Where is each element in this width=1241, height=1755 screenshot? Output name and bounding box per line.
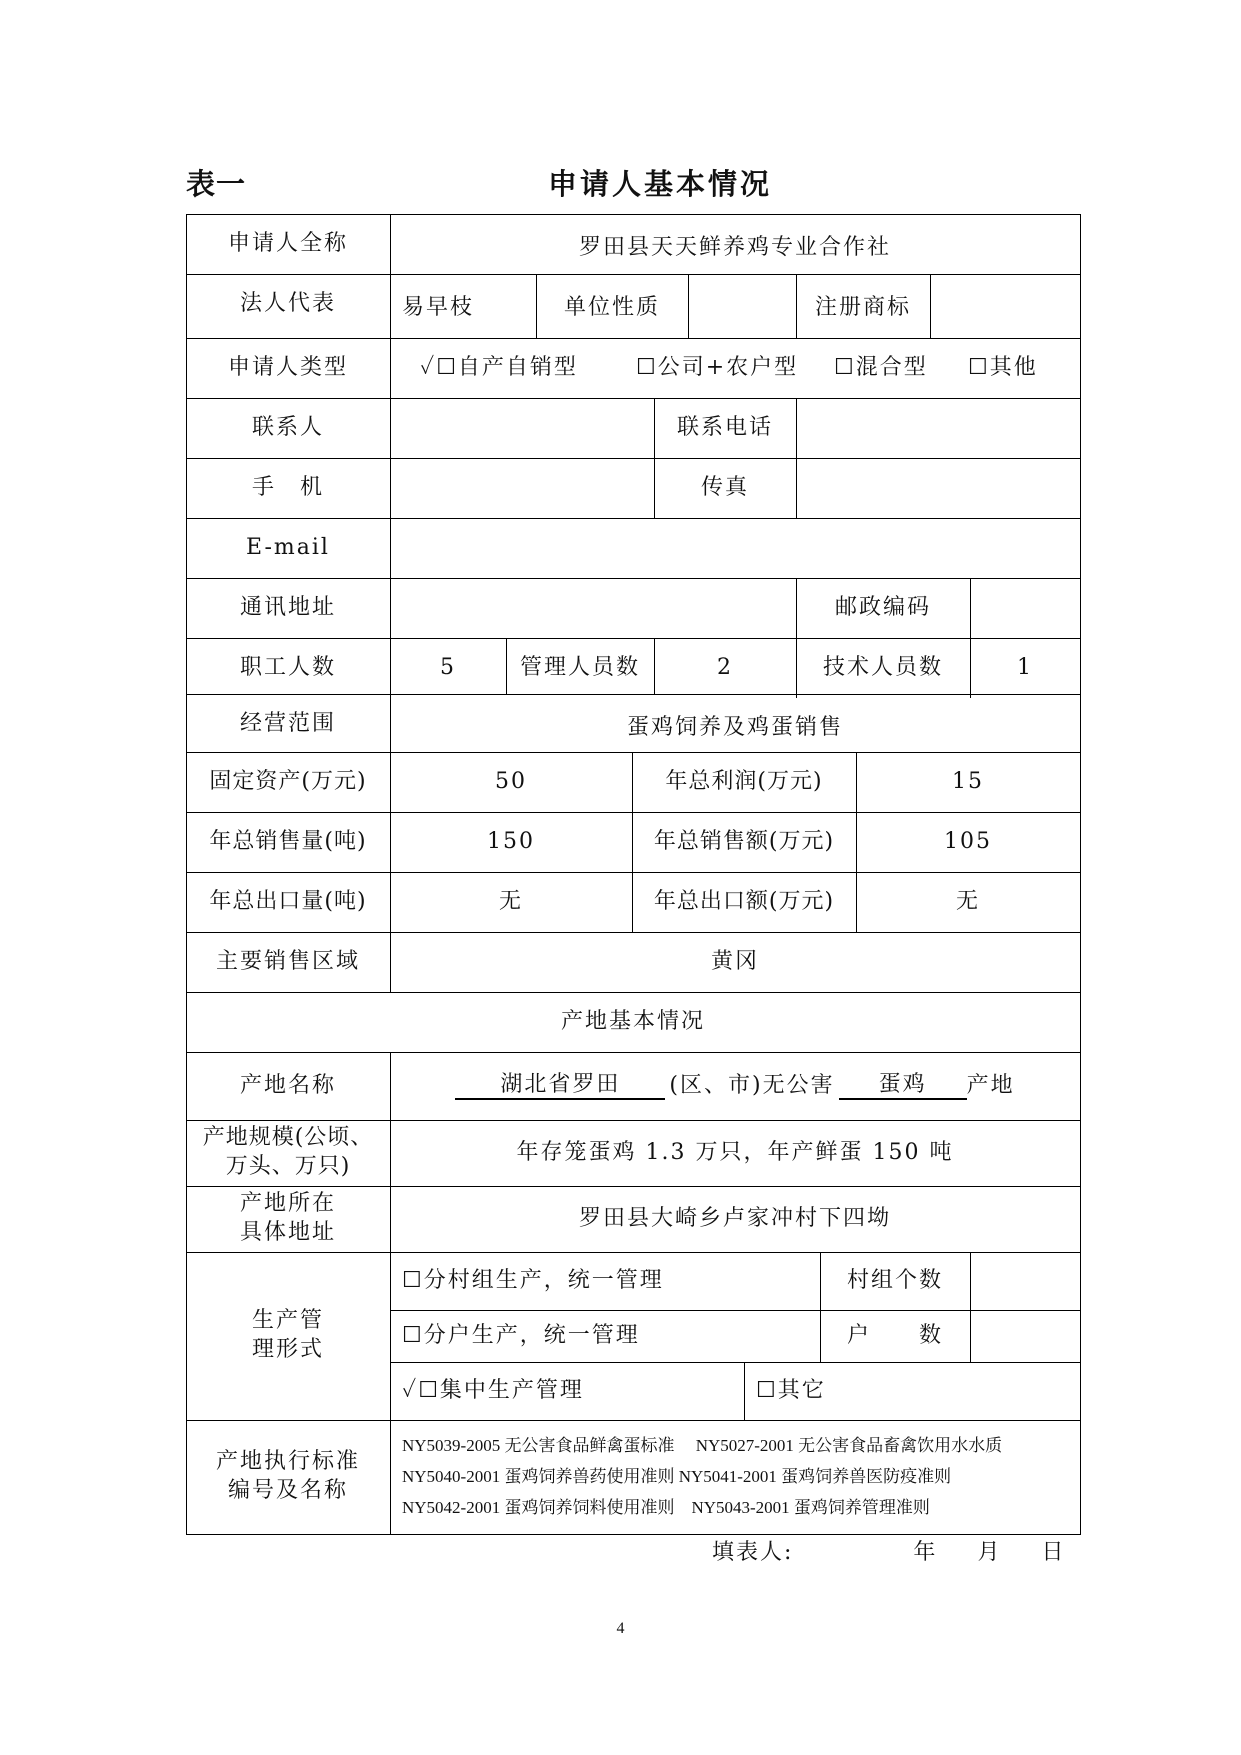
page-number: 4 (616, 1620, 625, 1637)
profit-value: 15 (952, 768, 984, 794)
applicant-type-option-company-farmer: ☐公司+农户型 (636, 354, 799, 380)
technicians-value: 1 (1017, 654, 1033, 680)
trademark-label: 注册商标 (814, 294, 911, 320)
export-volume-label: 年总出口量(吨) (209, 888, 367, 914)
mgmt-option-centralized: ✓☐集中生产管理 (402, 1377, 584, 1403)
sales-region-label: 主要销售区域 (215, 948, 360, 974)
fax-label: 传真 (700, 474, 749, 500)
mgmt-option-village-groups: ☐分村组生产，统一管理 (402, 1267, 664, 1293)
standards-label (186, 1420, 390, 1534)
export-volume-value: 无 (498, 888, 523, 914)
staff-value: 5 (440, 654, 456, 680)
trademark-value (930, 278, 1080, 338)
sales-region-value: 黄冈 (710, 948, 759, 974)
full-name-label: 申请人全称 (227, 230, 348, 256)
address-value (390, 578, 796, 638)
mgmt-option-households: ☐分户生产，统一管理 (402, 1322, 640, 1348)
standard-line: NY5042-2001 蛋鸡饲养饲料使用准则 NY5043-2001 蛋鸡饲养管理准则 (402, 1498, 930, 1518)
address-label: 通讯地址 (239, 594, 336, 620)
page-title: 申请人基本情况 (548, 167, 773, 201)
sales-volume-label: 年总销售量(吨) (209, 828, 367, 854)
households-label: 户 数 (846, 1322, 943, 1348)
day-label: 日 (1041, 1540, 1066, 1565)
mobile-label: 手 机 (251, 474, 324, 500)
contact-value (390, 398, 654, 458)
standard-line: NY5039-2005 无公害食品鲜禽蛋标准 NY5027-2001 无公害食品畜禽饮用水水质 (402, 1435, 1003, 1455)
origin-name-suffix: 产地 (966, 1072, 1015, 1098)
households-value (970, 1310, 1080, 1362)
full-name-value: 罗田县天天鲜养鸡专业合作社 (578, 234, 891, 260)
origin-name-place: 湖北省罗田 (455, 1072, 665, 1100)
profit-label: 年总利润(万元) (665, 768, 823, 794)
village-groups-value (970, 1252, 1080, 1310)
fixed-assets-value: 50 (495, 768, 527, 794)
origin-section-title: 产地基本情况 (560, 1008, 705, 1034)
email-label: E-mail (246, 534, 330, 560)
origin-name-label: 产地名称 (239, 1072, 336, 1098)
origin-scale-value: 年存笼蛋鸡 1.3 万只，年产鲜蛋 150 吨 (516, 1139, 954, 1165)
phone-label: 联系电话 (676, 414, 773, 440)
contact-label: 联系人 (251, 414, 324, 440)
managers-label: 管理人员数 (519, 654, 640, 680)
production-mgmt-label-line2: 理形式 (251, 1337, 324, 1362)
table-border (1080, 214, 1081, 1534)
technicians-label: 技术人员数 (822, 654, 943, 680)
signature-line (712, 1535, 1065, 1566)
managers-value: 2 (717, 654, 733, 680)
origin-location-label-line1: 产地所在 (239, 1191, 336, 1217)
legal-rep-value: 易早枝 (402, 294, 475, 320)
org-type-value (688, 278, 796, 338)
applicant-type-label: 申请人类型 (227, 354, 348, 380)
village-groups-label: 村组个数 (846, 1267, 943, 1293)
filler-label: 填表人: (712, 1540, 794, 1565)
business-scope-label: 经营范围 (239, 710, 336, 736)
origin-location-value: 罗田县大崎乡卢家冲村下四坳 (578, 1205, 891, 1231)
year-label: 年 (913, 1540, 938, 1565)
standard-line: NY5040-2001 蛋鸡饲养兽药使用准则 NY5041-2001 蛋鸡饲养兽医防疫准则 (402, 1466, 952, 1486)
email-value (390, 518, 1080, 578)
org-type-label: 单位性质 (563, 294, 660, 320)
applicant-type-option-self-sales: ✓☐自产自销型 (420, 354, 578, 380)
sales-amount-label: 年总销售额(万元) (653, 828, 835, 854)
production-mgmt-label-line1: 生产管 (251, 1308, 324, 1334)
phone-value (796, 398, 1080, 458)
mgmt-option-other: ☐其它 (756, 1377, 826, 1403)
export-amount-value: 无 (955, 888, 980, 914)
table-label: 表一 (186, 167, 247, 201)
fax-value (796, 458, 1080, 518)
standards-label-line1: 产地执行标准 (215, 1449, 360, 1475)
applicant-type-option-other: ☐其他 (968, 354, 1038, 380)
production-mgmt-label (186, 1252, 390, 1420)
month-label: 月 (977, 1540, 1002, 1565)
postcode-value (970, 578, 1080, 638)
origin-scale-label-line2: 万头、万只) (225, 1154, 351, 1179)
origin-scale-label (186, 1120, 390, 1186)
origin-name-middle: (区、市)无公害 (669, 1072, 835, 1098)
origin-name-value (390, 1052, 1080, 1120)
origin-location-label (186, 1186, 390, 1252)
staff-label: 职工人数 (239, 654, 336, 680)
standards-label-line2: 编号及名称 (227, 1478, 348, 1503)
postcode-label: 邮政编码 (834, 594, 931, 620)
sales-amount-value: 105 (944, 828, 992, 854)
export-amount-label: 年总出口额(万元) (653, 888, 835, 914)
origin-location-label-line2: 具体地址 (239, 1220, 336, 1245)
applicant-type-option-mixed: ☐混合型 (834, 354, 928, 380)
standards-list (390, 1420, 1080, 1534)
origin-name-product: 蛋鸡 (839, 1072, 967, 1100)
mobile-value (390, 458, 654, 518)
origin-scale-label-line1: 产地规模(公顷、 (202, 1125, 374, 1151)
sales-volume-value: 150 (487, 828, 535, 854)
fixed-assets-label: 固定资产(万元) (209, 768, 367, 794)
legal-rep-label: 法人代表 (239, 290, 336, 316)
business-scope-value: 蛋鸡饲养及鸡蛋销售 (626, 714, 843, 740)
